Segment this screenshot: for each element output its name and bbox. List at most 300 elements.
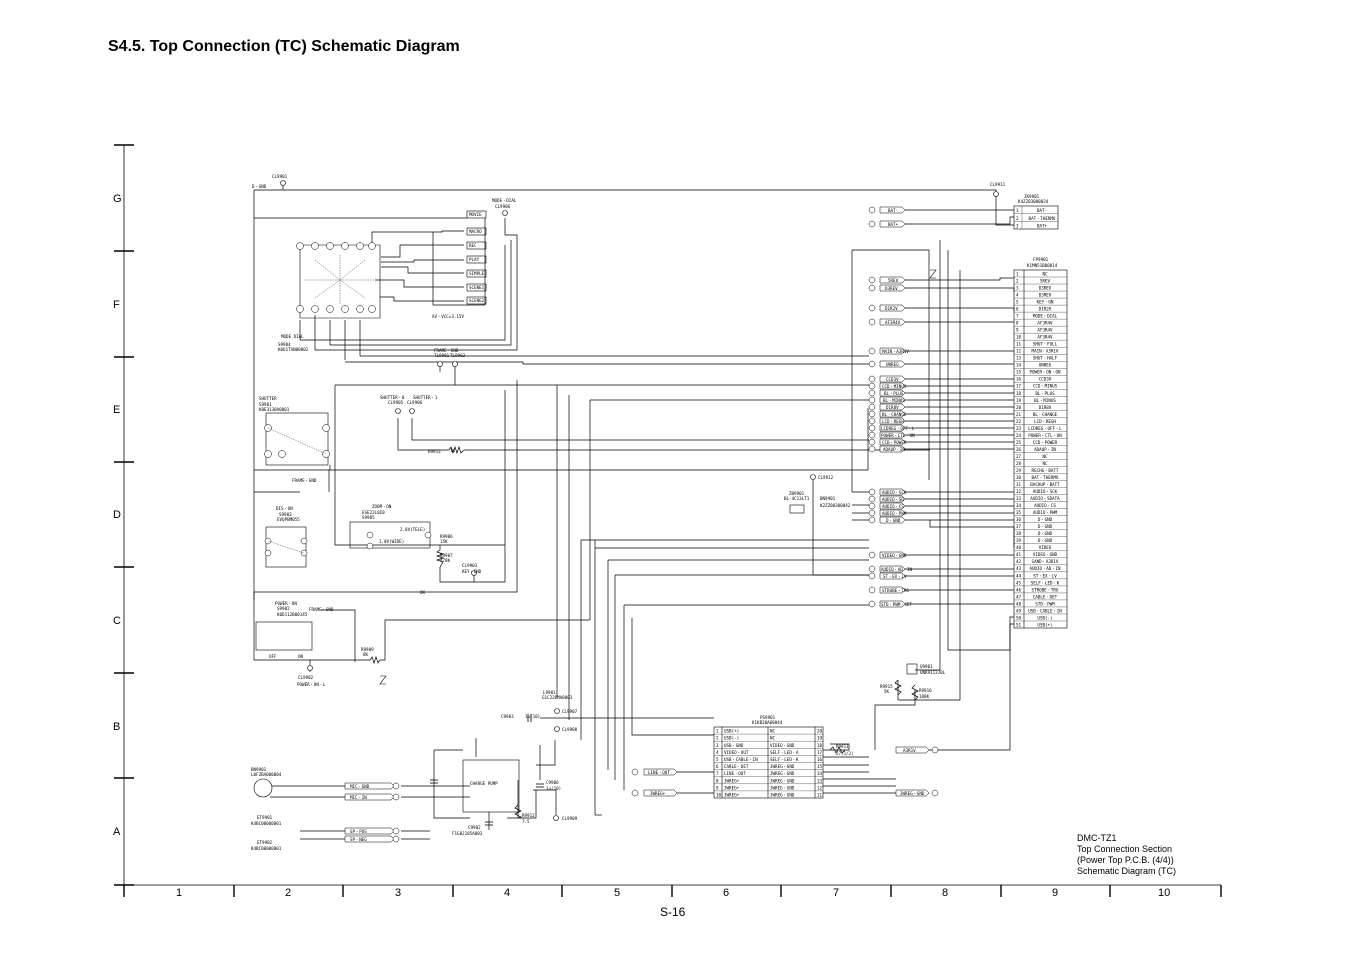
tag-bat-plus [869, 221, 905, 227]
ps9901-pin-labels [716, 729, 823, 798]
label-av-vcc: AV・VCC=3.15V [432, 314, 464, 319]
grid-col-9: 9 [1052, 887, 1059, 899]
fp9901-pin-number: 19 [1016, 397, 1022, 403]
label-shutter-on0: SHUTTER・0 [380, 395, 405, 400]
ps9901-left-pin: 4 [716, 749, 719, 755]
fp9901-pin-number: 17 [1016, 383, 1022, 389]
fp9901-pin-name: SELF・LED・K [1030, 580, 1060, 586]
fp9901-pin-name: CCD・MINUS [1032, 383, 1058, 389]
label-s9901: S9901 [259, 402, 272, 407]
grid-col-1: 1 [176, 887, 183, 899]
fp9901-pin-number: 49 [1016, 608, 1022, 614]
grid-row-c: C [113, 615, 121, 627]
tag-5rev [869, 277, 905, 283]
tag-label-adaup: ADAUP・IN [883, 447, 905, 452]
fp9901-pin-number: 13 [1016, 355, 1022, 361]
label-cl9909: CL9909 [562, 816, 578, 821]
label-zb9901: ZB9901 [789, 491, 805, 496]
tag-label-line-out: LINE・OUT [648, 770, 670, 775]
fp9901-pin-name: BL・CHANGE [1032, 411, 1058, 417]
ps9901-left-name: LINE・OUT [724, 771, 746, 777]
grid-row-f: F [113, 299, 120, 311]
label-frame-gnd-3: FRAME・GND [309, 607, 334, 612]
fp9901-pin-number: 15 [1016, 369, 1022, 375]
fp9901-pin-number: 47 [1016, 594, 1022, 600]
fp9901-pin-number: 16 [1016, 376, 1022, 382]
fp9901-pin-number: 11 [1016, 341, 1022, 347]
fp9901-pin-name: NC [1042, 453, 1048, 459]
ps9901-left-name: JWREG+ [724, 778, 740, 784]
grid-row-g: G [113, 193, 122, 205]
ps9901-right-pin: 15 [817, 764, 823, 770]
label-c9902-part: F1G0J105A003 [452, 831, 483, 836]
label-cl9902: CL9902 [298, 675, 314, 680]
label-tl9902: TL9902 [450, 353, 466, 358]
ps9901-right-name: JWREG・GND [770, 785, 795, 791]
label-ok: OK [420, 590, 426, 595]
fp9901-pin-number: 40 [1016, 545, 1022, 551]
ps9901-right-name: NC [770, 728, 776, 734]
fp9901-pin-name: MODE・DIAL [1032, 313, 1058, 319]
ps9901-left-pin: 2 [716, 735, 719, 741]
label-s9901-part: K0E3130A0001 [259, 407, 290, 412]
fp9901-pin-number: 7 [1016, 313, 1019, 319]
label-tl9901: TL9901 [434, 353, 450, 358]
tag-label-d-gnd: D・GND [886, 518, 901, 523]
ps9901-right-pin: 18 [817, 742, 823, 748]
fp9901-pin-number: 21 [1016, 411, 1022, 417]
power-switch-body [256, 622, 312, 650]
fp9901-pin-name: USB(-) [1037, 615, 1053, 621]
grid-row-b: B [113, 721, 121, 733]
tag-label-main: MAIN・A3R1V [882, 349, 909, 354]
fp9901-pin-name: USB(+) [1037, 622, 1053, 628]
label-cl9901: CL9901 [272, 174, 288, 179]
tag-label-video-gnd: VIDEO・GND [882, 553, 907, 558]
ps9901-right-name: VIDEO・GND [770, 742, 795, 748]
tag-label-audio-pwm: AUDIO・PWM [882, 511, 907, 516]
caption-line1: Top Connection Section [1077, 844, 1173, 854]
fp9901-pin-name: UNREG [1038, 362, 1052, 368]
tag-label-bl-plus: BL・PLUS [884, 391, 904, 396]
fp9901-pin-number: 9 [1016, 327, 1019, 333]
fp9901-pin-name: STROBE・TRG [1031, 587, 1059, 593]
label-d-gnd: D・GND [252, 184, 267, 189]
fp9901-pin-name: RECHG・BATT [1031, 467, 1059, 473]
label-shutter: SHUTTER [259, 396, 277, 401]
fp9901-pin-number: 39 [1016, 538, 1022, 544]
label-et9901: ET9901 [257, 815, 273, 820]
label-key-gnd: KEY・GND [462, 569, 482, 574]
ps9901-left-name: JWREG+ [724, 785, 740, 791]
label-play: PLAY [469, 257, 480, 262]
ps9901-right-name: JWREG・GND [770, 792, 795, 798]
tag-label-lcd-regh: LCD・REGH [882, 419, 904, 424]
tag-label-st-ex: ST・EX・LV [883, 574, 907, 579]
tag-label-ccd3v: CCD3V [886, 377, 899, 382]
ps9901-left-pin: 8 [716, 778, 719, 784]
fp9901-pin-name: D1R8V [1038, 404, 1052, 410]
label-r9907-val: 470K [440, 558, 451, 563]
fp9901-pin-number: 4 [1016, 292, 1019, 298]
fp9901-pin-name: KEY・ON [1036, 299, 1054, 305]
ps9901-left-pin: 7 [716, 771, 719, 777]
fp9901-pin-number: 44 [1016, 573, 1022, 579]
label-s9904: S9904 [278, 342, 291, 347]
fp9901-pin-number: 32 [1016, 489, 1022, 495]
label-c9902: C9902 [468, 825, 481, 830]
fp9901-pin-name: D3REV [1038, 292, 1052, 298]
tag-label-jwreg-plus: JWREG+ [650, 791, 666, 796]
fp9901-pin-number: 34 [1016, 503, 1022, 509]
ps9901-left-pin: 5 [716, 757, 719, 762]
label-fp9901: FP9901 [1033, 257, 1049, 262]
label-cl9912: CL9912 [818, 475, 834, 480]
label-scene2: SCENE2 [469, 298, 485, 303]
fp9901-pin-labels [1016, 271, 1062, 627]
ps9901-right-pin: 14 [817, 771, 823, 777]
label-bn9901b-part: K2ZZ00300042 [820, 503, 851, 508]
fp9901-pin-name: NC [1042, 460, 1048, 466]
label-r9911-val: 27(1/2) [836, 751, 854, 756]
grid-col-5: 5 [614, 887, 621, 899]
ps9901-right-name: SELF・LED・K [770, 757, 799, 762]
fp9901-pin-name: AUDIO・SDATA [1030, 496, 1060, 502]
ps9901-right-name: SELF・LED・A [770, 749, 799, 755]
ps9901-left-pin: 9 [716, 785, 719, 791]
tag-label-5rev: 5REV [888, 278, 899, 283]
label-ps9901: PS9901 [760, 715, 776, 720]
caption-line3: Schematic Diagram (TC) [1077, 866, 1177, 876]
tag-label-bat-plus: BAT+ [888, 222, 899, 227]
fp9901-pin-number: 38 [1016, 531, 1022, 537]
fp9901-pin-name: D3REV [1038, 285, 1052, 291]
label-r9911: R9911 [836, 744, 849, 749]
tag-label-audio-sd: AUDIO・SD [882, 497, 904, 502]
grid-col-7: 7 [833, 887, 840, 899]
jk9901-pin-number: 3 [1016, 223, 1019, 229]
tag-label-bl-minus: BL・MINUS [883, 398, 905, 403]
label-frame-gnd-2: FRAME・GND [292, 478, 317, 483]
ps9901-left-pin: 6 [716, 764, 719, 770]
fp9901-pin-name: AF3R4V [1037, 327, 1053, 333]
label-ps9901-part: K1KB20A00044 [752, 720, 783, 725]
jk9901-pin-name: BAT- [1036, 208, 1048, 214]
fp9901-pin-number: 28 [1016, 460, 1022, 466]
label-et9902-part: K4BC00000001 [251, 846, 282, 851]
label-q9901-part: UNR9113J0L [920, 670, 946, 675]
fp9901-pin-name: CCD3V [1038, 376, 1052, 382]
label-r9915: R9915 [880, 684, 893, 689]
fp9901-pin-number: 18 [1016, 390, 1022, 396]
ps9901-right-pin: 19 [817, 735, 823, 741]
fp9901-pin-name: SHUT・FULL [1032, 341, 1058, 347]
label-r9906-val: 15K [440, 539, 448, 544]
label-r9913-val: 1K [450, 448, 456, 453]
fp9901-pin-name: AUDIO・AD・IN [1029, 566, 1061, 572]
jk9901-pin-name: BAT・THERMO [1028, 215, 1056, 221]
caption-model: DMC-TZ1 [1077, 833, 1117, 843]
jk9901-pin-name: BAT+ [1036, 223, 1048, 229]
label-power-on-l: POWER・ON・L [297, 682, 326, 687]
page-number: S-16 [660, 905, 686, 919]
tag-label-a3r1v: A3R1V [903, 748, 916, 753]
fp9901-pin-name: AUDIO・SCK [1032, 489, 1058, 495]
fp9901-pin-name: D・GND [1037, 531, 1053, 537]
fp9901-pin-name: AF3R4V [1037, 334, 1053, 340]
fp9901-pin-number: 26 [1016, 446, 1022, 452]
label-cl9903: CL9903 [462, 563, 478, 568]
fp9901-pin-name: BL・PLUS [1035, 390, 1055, 396]
fp9901-pin-number: 43 [1016, 566, 1022, 572]
fp9901-pin-name: SHUT・HALF [1032, 355, 1058, 361]
label-et9901-part: K4BC00000001 [251, 821, 282, 826]
tag-label-jwreg-gnd: JWREG・GND [900, 791, 925, 796]
tag-label-audio-ad: AUDIO・AD・IN [881, 567, 913, 572]
fp9901-pin-name: VIDEO [1038, 545, 1052, 551]
label-c9903-val: 1u(10) [525, 714, 541, 719]
fp9901-pin-number: 48 [1016, 601, 1022, 607]
label-rec: REC [469, 243, 477, 248]
label-s9904-part: K0U1TAN00002 [278, 347, 309, 352]
tag-label-power-ctl: POWER・CTL・ON [881, 433, 915, 438]
fp9901-pin-number: 46 [1016, 587, 1022, 593]
label-r9913: R9913 [428, 449, 441, 454]
label-zoom-on: ZOOM・ON [372, 504, 392, 509]
ps9901-right-name: NC [770, 735, 776, 741]
label-q9901: Q9901 [920, 664, 933, 669]
tag-bat-minus [869, 207, 905, 213]
tag-label-af3r4v: AF3R4V [885, 320, 901, 325]
tag-label-d1r2v: D1R2V [885, 306, 898, 311]
fp9901-pin-name: D・GND [1037, 524, 1053, 530]
fp9901-pin-name: ADAUP・IN [1034, 446, 1056, 452]
fp9901-pin-name: D・GND [1037, 517, 1053, 523]
fp9901-pin-name: D1R2V [1038, 306, 1052, 312]
fp9901-pin-name: CABLE・DET [1032, 594, 1058, 600]
label-mode-dial: MODE DIAL [281, 334, 304, 339]
label-frame-gnd: FRAME・GND [434, 348, 459, 353]
label-c9906: C9906 [546, 780, 559, 785]
grid-row-a: A [113, 826, 121, 838]
label-r9912-val: 7.5 [522, 819, 530, 824]
ps9901-left-name: JWREG+ [724, 792, 740, 798]
fp9901-pin-name: 5REV [1039, 278, 1051, 284]
ps9901-left-pin: 3 [716, 742, 719, 748]
label-jk9901-part: K4ZZ03000024 [1018, 199, 1049, 204]
fp9901-pin-number: 5 [1016, 299, 1019, 305]
label-on: ON [298, 654, 304, 659]
label-wide: 1.0V(WIDE) [379, 539, 405, 544]
label-l9901: L9901 [543, 690, 556, 695]
fp9901-pin-number: 45 [1016, 580, 1022, 586]
fp9901-pin-number: 50 [1016, 615, 1022, 621]
label-scene1: SCENE1 [469, 285, 485, 290]
label-shutter-on1: SHUTTER・1 [413, 395, 438, 400]
fp9901-pin-name: BL・MINUS [1034, 397, 1056, 403]
label-r9916-val: 100K [919, 694, 930, 699]
label-cl9907: CL9907 [562, 709, 578, 714]
label-et9902: ET9902 [257, 840, 273, 845]
ps9901-left-name: USB・CABLE・IN [724, 757, 758, 762]
label-fp9901-part: K1MN51B00014 [1027, 263, 1058, 268]
ps9901-right-pin: 13 [817, 778, 823, 784]
fp9901-pin-name: STD・PWM [1035, 601, 1055, 607]
tag-label-d3rev: D3REV [885, 286, 898, 291]
fp9901-pin-number: 35 [1016, 510, 1022, 516]
fp9901-pin-number: 42 [1016, 559, 1022, 565]
label-c9906-val: 1u(10) [546, 786, 562, 791]
label-c9903: C9903 [501, 714, 514, 719]
label-off: OFF [269, 654, 277, 659]
grid-col-10: 10 [1158, 887, 1171, 899]
fp9901-pin-name: AUDIO・PWM [1032, 510, 1058, 516]
label-r9912: R9912 [522, 813, 535, 818]
label-s9902-part: K0D112B00145 [277, 612, 308, 617]
label-s9903-part: EVQPBM055 [277, 517, 300, 522]
fp9901-pin-name: ST・EX・LV [1033, 573, 1057, 579]
fp9901-pin-name: BAT・THERMO [1031, 474, 1059, 480]
fp9901-pin-number: 1 [1016, 271, 1019, 277]
label-bn9901-part: L0FZBA000004 [251, 772, 282, 777]
fp9901-pin-number: 25 [1016, 439, 1022, 445]
ps9901-left-pin: 1 [716, 728, 719, 734]
grid-col-3: 3 [395, 887, 402, 899]
page-title: S4.5. Top Connection (TC) Schematic Diagram [108, 38, 460, 55]
fp9901-pin-number: 24 [1016, 432, 1022, 438]
tag-label-audio-sck: AUDIO・SCK [882, 490, 907, 495]
fp9901-pin-number: 20 [1016, 404, 1022, 410]
tag-label-d1r8v: D1R8V [886, 405, 899, 410]
label-r9907: R9907 [440, 553, 453, 558]
label-tele: 2.0V(TELE) [400, 527, 426, 532]
label-mic-gnd: MIC・GND [350, 784, 370, 789]
label-cl9906b: CL9906 [407, 400, 423, 405]
label-power-on: POWER・ON [275, 601, 297, 606]
fp9901-pin-number: 2 [1016, 278, 1019, 284]
label-s9902: S9902 [277, 606, 290, 611]
ps9901-left-name: USB・GND [724, 742, 744, 748]
label-r9916: R9916 [919, 688, 932, 693]
tag-label-std-pwm: STD・PWM・SET [881, 602, 913, 607]
label-sp-pos: SP・POS [350, 829, 367, 834]
fp9901-pin-number: 12 [1016, 348, 1022, 354]
label-l9901-part: G1C220MA0003 [542, 695, 573, 700]
fp9901-pin-name: LCD・REGH [1034, 418, 1056, 424]
fp9901-pin-number: 23 [1016, 425, 1022, 431]
ps9901-right-pin: 11 [817, 792, 823, 798]
grid-col-6: 6 [723, 887, 730, 899]
fp9901-pin-name: CCD・POWER [1032, 439, 1058, 445]
fp9901-pin-number: 3 [1016, 285, 1019, 291]
fp9901-pin-name: POWER・CTL・ON [1028, 432, 1062, 438]
figure-caption [1077, 833, 1176, 877]
label-s9903: S9903 [279, 512, 292, 517]
tag-label-strobe: STROBE・TRG [882, 588, 909, 593]
label-movie: MOVIE [469, 212, 482, 217]
label-cl9905: CL9905 [388, 400, 404, 405]
tag-label-audio-cs: AUDIO・CS [882, 504, 904, 509]
ps9901-left-name: USB(+) [724, 728, 740, 734]
shutter-switch-body [266, 413, 328, 465]
ps9901-right-pin: 16 [817, 757, 823, 762]
fp9901-pin-number: 27 [1016, 453, 1022, 459]
label-s9905-part: S9905 [362, 515, 375, 520]
caption-line2: (Power Top P.C.B. (4/4)) [1077, 855, 1174, 865]
tag-label-ccd-power: CCD・POWER [882, 440, 907, 445]
fp9901-pin-name: BACKUP・BATT [1030, 482, 1060, 488]
fp9901-pin-name: LCDREG・OFF・L [1028, 425, 1062, 431]
tag-label-lcdreg-off: LCDREG・OFF・L [881, 426, 915, 431]
label-cl9906: CL9906 [495, 204, 511, 209]
ps9901-right-pin: 20 [817, 728, 823, 734]
ps9901-right-pin: 12 [817, 785, 823, 791]
label-bn9901b: BN9901 [820, 496, 836, 501]
label-charge-pump: CHARGE PUMP [470, 781, 498, 786]
fp9901-pin-name: AUDIO・CS [1034, 503, 1056, 509]
jk9901-pin-number: 2 [1016, 215, 1019, 221]
fp9901-pin-number: 22 [1016, 418, 1022, 424]
fp9901-pin-name: AF3R4V [1037, 320, 1053, 326]
ic9901-box [463, 760, 519, 812]
fp9901-pin-number: 51 [1016, 622, 1022, 628]
ps9901-right-pin: 17 [817, 749, 823, 755]
fp9901-pin-name: POWER・ON・ON [1029, 369, 1061, 375]
fp9901-pin-number: 6 [1016, 306, 1019, 312]
grid-row-e: E [113, 404, 121, 416]
label-r9909-val: 8K [363, 652, 369, 657]
label-simple: SIMPLE [469, 271, 485, 276]
label-mic-in: MIC・IN [350, 795, 367, 800]
fp9901-pin-number: 8 [1016, 320, 1019, 326]
fp9901-pin-number: 37 [1016, 524, 1022, 530]
ps9901-left-name: VIDEO・OUT [724, 749, 749, 755]
ps9901-right-name: JWREG・GND [770, 764, 795, 770]
fp9901-pin-name: D・GND [1037, 538, 1053, 544]
tag-label-ccd-minus: CCD・MINUS [882, 384, 907, 389]
fp9901-pin-number: 29 [1016, 467, 1022, 473]
ps9901-left-pin: 10 [716, 792, 722, 798]
zoom-switch-body [350, 522, 430, 548]
fp9901-pin-name: VIDEO・GND [1032, 552, 1058, 558]
label-sp-neg: SP・NEG [350, 837, 367, 842]
label-dis-on: DIS・ON [276, 506, 293, 511]
label-zb9901-part: BL-4C13LT1 [784, 496, 810, 501]
fp9901-pin-number: 14 [1016, 362, 1022, 368]
label-s9905: ESE22L0I0 [362, 510, 385, 515]
label-cl9908: CL9908 [562, 727, 578, 732]
fp9901-pin-number: 41 [1016, 552, 1022, 558]
label-r9909: R9909 [361, 647, 374, 652]
grid-row-d: D [113, 509, 121, 521]
grid-col-8: 8 [942, 887, 949, 899]
label-bn9901: BN9901 [251, 767, 267, 772]
label-jk9901: JK9901 [1024, 194, 1040, 199]
label-mode-dial-cl: MODE・DIAL [492, 198, 517, 203]
label-r9915-val: 5K [884, 689, 890, 694]
fp9901-pin-number: 33 [1016, 496, 1022, 502]
ps9901-left-name: CABLE・DET [724, 764, 749, 770]
fp9901-pin-number: 31 [1016, 482, 1022, 488]
label-cl9911: CL9911 [990, 182, 1006, 187]
tag-label-bl-change: BL・CHANGE [882, 412, 907, 417]
fp9901-pin-number: 36 [1016, 517, 1022, 523]
label-r9906: R9906 [440, 534, 453, 539]
label-macro: MACRO [469, 229, 482, 234]
fp9901-pin-name: MAIN・A3R1V [1031, 348, 1059, 354]
fp9901-pin-name: USB・CABLE・IN [1028, 608, 1062, 614]
ps9901-left-name: USB(-) [724, 735, 740, 741]
